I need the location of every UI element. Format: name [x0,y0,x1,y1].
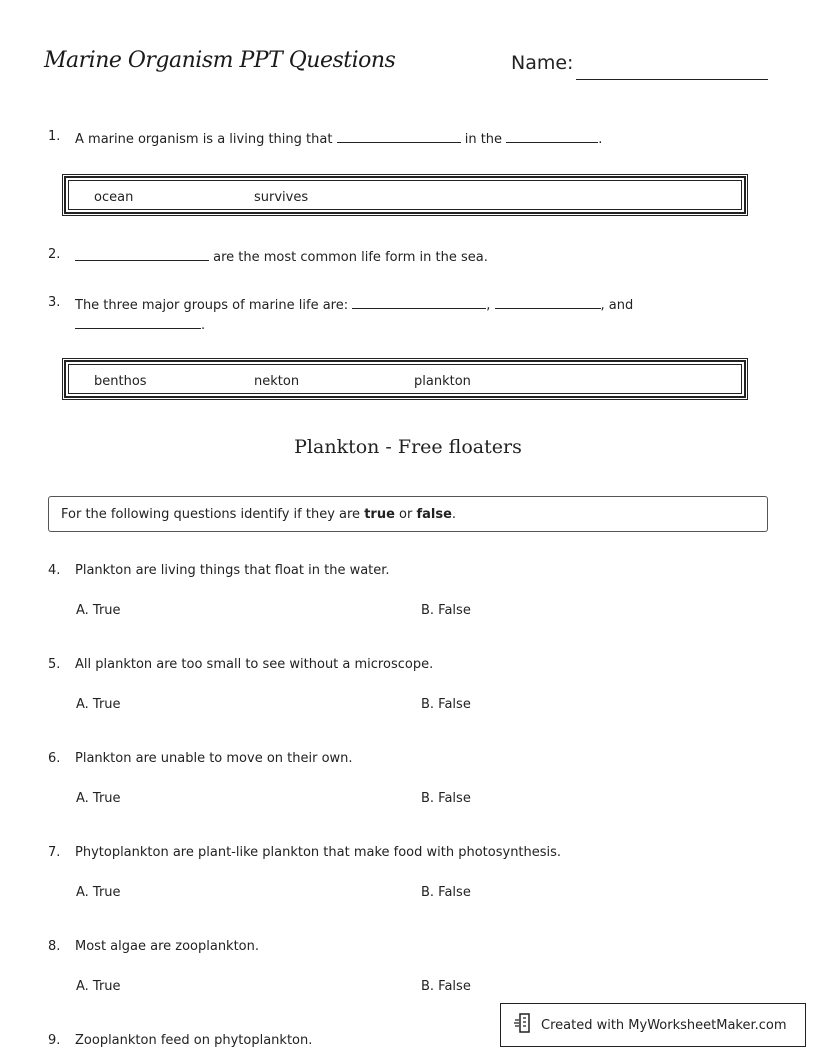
question-text-part: , and [600,298,634,313]
question-text: Zooplankton feed on phytoplankton. [75,1033,313,1048]
question-text-part: in the [464,132,503,147]
choice-true[interactable]: A. True [76,603,121,618]
choice-false[interactable]: B. False [421,885,471,900]
question-4 [0,562,816,622]
question-6 [0,750,816,810]
question-number: 2. [48,247,61,262]
instructions-text: For the following questions identify if they are [61,507,365,522]
instructions-false-word: false [416,507,452,522]
instructions-true-word: true [364,507,395,522]
question-5 [0,656,816,716]
question-number: 7. [48,845,61,860]
choice-true[interactable]: A. True [76,697,121,712]
section-title: Plankton - Free floaters [294,436,522,458]
word-bank [64,176,746,214]
question-text-part: The three major groups of marine life are: [75,298,349,313]
question-text: Plankton are living things that float in the water. [75,563,390,578]
question-text-part: , [486,298,491,313]
question-text [75,128,602,149]
created-with-badge[interactable] [500,1003,806,1047]
choice-true[interactable]: A. True [76,979,121,994]
answer-blank[interactable] [506,128,598,143]
question-text-part: are the most common life form in the sea. [213,250,488,265]
question-number: 3. [48,295,61,310]
worksheet-title: Marine Organism PPT Questions [44,48,396,73]
answer-blank[interactable] [75,246,209,261]
question-text [75,294,633,315]
choice-false[interactable]: B. False [421,791,471,806]
question-text: Most algae are zooplankton. [75,939,260,954]
question-8 [0,938,816,998]
word-bank-inner-border [68,180,742,210]
choice-true[interactable]: A. True [76,791,121,806]
worksheet-maker-logo-icon [513,1012,541,1038]
instructions-box [48,496,768,532]
word-bank-item: benthos [94,374,147,389]
question-text-part: A marine organism is a living thing that [75,132,333,147]
badge-text: Created with MyWorksheetMaker.com [541,1017,787,1033]
word-bank-item: nekton [254,374,300,389]
choice-true[interactable]: A. True [76,885,121,900]
question-7 [0,844,816,904]
name-label: Name: [511,52,574,74]
answer-blank[interactable] [337,128,461,143]
word-bank [64,360,746,398]
choice-false[interactable]: B. False [421,979,471,994]
question-number: 9. [48,1033,61,1048]
question-3-continued [75,314,205,335]
instructions-text: or [394,507,417,522]
question-number: 8. [48,939,61,954]
word-bank-item: plankton [414,374,471,389]
question-number: 6. [48,751,61,766]
question-number: 5. [48,657,61,672]
question-text-part: . [201,318,206,333]
question-text: Phytoplankton are plant-like plankton that make food with photosynthesis. [75,845,562,860]
instructions-text: . [451,507,457,522]
answer-blank[interactable] [495,294,601,309]
question-number: 4. [48,563,61,578]
answer-blank[interactable] [352,294,486,309]
question-text: All plankton are too small to see without a microscope. [75,657,434,672]
word-bank-item: ocean [94,190,134,205]
word-bank-inner-border [68,364,742,394]
question-text-part: . [598,132,603,147]
choice-false[interactable]: B. False [421,603,471,618]
name-field-line[interactable] [576,79,768,80]
answer-blank[interactable] [75,314,201,329]
word-bank-item: survives [254,190,309,205]
question-text: Plankton are unable to move on their own. [75,751,353,766]
question-number: 1. [48,129,61,144]
question-text [75,246,488,267]
choice-false[interactable]: B. False [421,697,471,712]
